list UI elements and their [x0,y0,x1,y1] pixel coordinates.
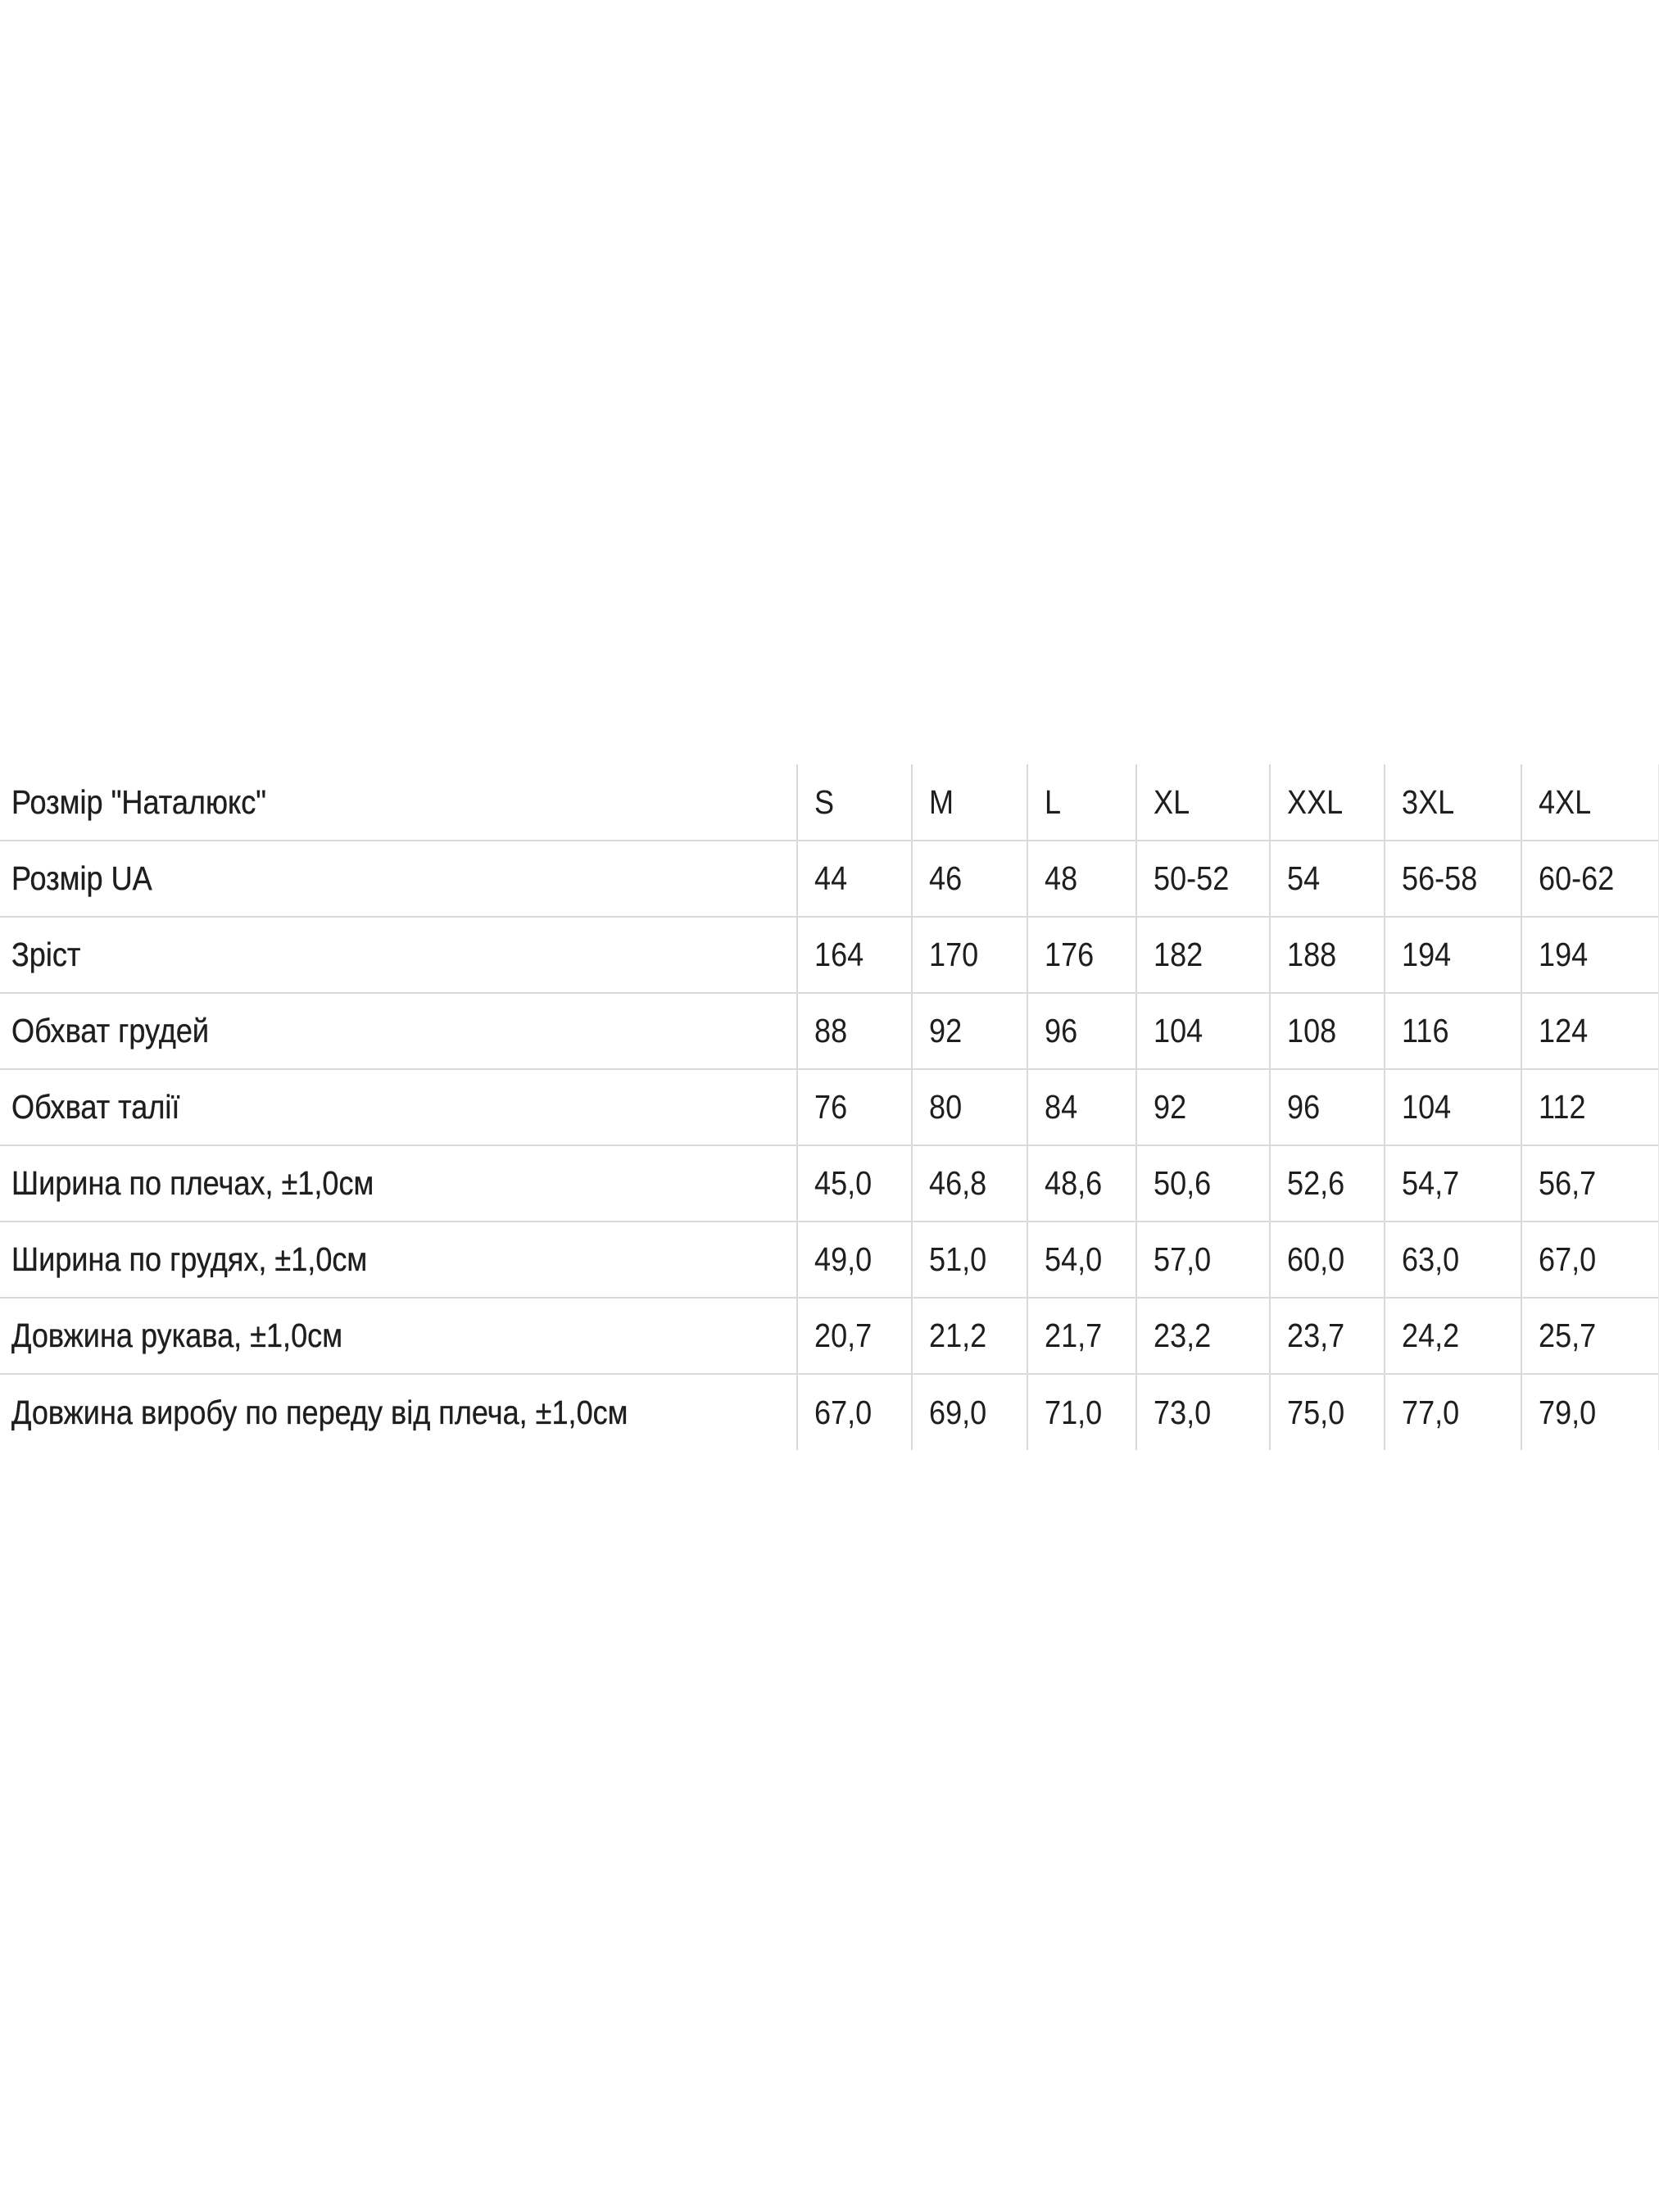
row-label-cell [0,1374,797,1450]
size-table-body [0,764,1659,1450]
size-value: 194 [1402,936,1452,973]
size-value: 71,0 [1045,1393,1103,1431]
size-value: 24,2 [1402,1317,1460,1354]
row-label-cell [0,917,797,993]
size-value-cell [912,1145,1027,1222]
size-value: 77,0 [1402,1393,1460,1431]
size-value-cell [1385,917,1521,993]
size-value: 67,0 [814,1393,873,1431]
row-label-cell [0,1069,797,1145]
size-value: 49,0 [814,1240,873,1278]
size-value: 194 [1539,936,1589,973]
row-label-cell [0,1222,797,1298]
column-header-cell [912,764,1027,841]
size-value: 104 [1402,1088,1452,1126]
size-value-cell [912,1222,1027,1298]
size-value-cell [912,1374,1027,1450]
size-value-cell [1385,1145,1521,1222]
size-value: 54 [1287,859,1321,897]
size-value-cell [1027,1298,1136,1374]
column-header-cell [1136,764,1270,841]
column-header-label: 3XL [1402,782,1455,821]
column-header-label: XL [1154,782,1190,821]
size-value: 56-58 [1402,859,1478,897]
size-value: 48 [1045,859,1078,897]
row-label: Обхват талії [11,1088,180,1126]
size-value-cell [1136,1374,1270,1450]
row-label-cell [0,1145,797,1222]
size-value-cell [1027,1222,1136,1298]
size-value: 63,0 [1402,1240,1460,1278]
size-value-cell [797,1222,912,1298]
size-value-cell [1136,1145,1270,1222]
size-value: 73,0 [1154,1393,1212,1431]
size-value-cell [1027,841,1136,917]
size-value-cell [1270,841,1385,917]
size-value: 21,2 [929,1317,987,1354]
size-value-cell [797,1145,912,1222]
size-value: 45,0 [814,1164,873,1202]
column-header-label: L [1045,782,1062,821]
size-value: 48,6 [1045,1164,1103,1202]
size-value-cell [1027,993,1136,1069]
size-value: 21,7 [1045,1317,1103,1354]
size-value-cell [797,1298,912,1374]
size-value: 96 [1287,1088,1321,1126]
size-value-cell [797,917,912,993]
size-value: 50-52 [1154,859,1230,897]
size-value-cell [797,1374,912,1450]
size-value: 51,0 [929,1240,987,1278]
size-value: 25,7 [1539,1317,1597,1354]
size-value-cell [1136,1298,1270,1374]
row-label: Розмір "Наталюкс" [11,782,267,821]
size-value: 50,6 [1154,1164,1212,1202]
size-value: 124 [1539,1012,1589,1049]
row-label: Довжина рукава, ±1,0см [11,1317,343,1354]
size-value: 164 [814,936,864,973]
row-label: Обхват грудей [11,1012,210,1049]
size-value-cell [1027,1374,1136,1450]
size-value: 108 [1287,1012,1337,1049]
column-header-cell [1027,764,1136,841]
size-value: 104 [1154,1012,1203,1049]
size-value: 116 [1402,1012,1449,1049]
row-label-cell [0,993,797,1069]
size-value-cell [1385,1298,1521,1374]
column-header-cell [1521,764,1659,841]
row-label: Ширина по грудях, ±1,0см [11,1240,368,1278]
size-value-cell [1270,1145,1385,1222]
size-value: 44 [814,859,848,897]
column-header-cell [1385,764,1521,841]
table-row [0,841,1659,917]
size-value-cell [1027,1069,1136,1145]
row-label-cell [0,841,797,917]
table-row [0,917,1659,993]
size-value: 92 [1154,1088,1187,1126]
size-value: 92 [929,1012,963,1049]
table-row [0,1069,1659,1145]
size-value: 88 [814,1012,848,1049]
column-header-label: M [929,782,954,821]
size-value: 57,0 [1154,1240,1212,1278]
size-value-cell [1521,1069,1659,1145]
column-header-cell [1270,764,1385,841]
row-label: Зріст [11,936,81,973]
size-value-cell [797,993,912,1069]
size-value: 182 [1154,936,1203,973]
size-value: 69,0 [929,1393,987,1431]
size-value-cell [1521,993,1659,1069]
size-value-cell [1270,1298,1385,1374]
size-value: 54,7 [1402,1164,1460,1202]
size-value-cell [912,1298,1027,1374]
size-value-cell [1385,841,1521,917]
size-value-cell [912,917,1027,993]
size-value: 76 [814,1088,848,1126]
size-value-cell [1521,1374,1659,1450]
table-row [0,1145,1659,1222]
size-value-cell [1385,1069,1521,1145]
row-label: Ширина по плечах, ±1,0см [11,1164,374,1202]
size-value-cell [1521,1222,1659,1298]
table-header-row [0,764,1659,841]
size-value: 52,6 [1287,1164,1345,1202]
size-value-cell [912,841,1027,917]
size-value-cell [1385,1222,1521,1298]
size-value-cell [912,993,1027,1069]
size-value-cell [1385,1374,1521,1450]
size-value-cell [1521,917,1659,993]
size-value-cell [912,1069,1027,1145]
row-label: Розмір UA [11,859,152,897]
size-value-cell [1270,1069,1385,1145]
row-label: Довжина виробу по переду від плеча, ±1,0см [11,1393,628,1431]
size-value-cell [1027,1145,1136,1222]
size-value-cell [1521,1298,1659,1374]
size-value: 79,0 [1539,1393,1597,1431]
size-value-cell [1385,993,1521,1069]
table-row [0,993,1659,1069]
row-label-cell [0,1298,797,1374]
column-header-cell [797,764,912,841]
size-value: 60,0 [1287,1240,1345,1278]
size-value-cell [1270,1222,1385,1298]
size-value-cell [797,841,912,917]
size-value: 80 [929,1088,963,1126]
row-label-cell [0,764,797,841]
size-value: 54,0 [1045,1240,1103,1278]
size-value: 188 [1287,936,1337,973]
table-row [0,1222,1659,1298]
size-value-cell [1270,1374,1385,1450]
size-value: 170 [929,936,979,973]
size-value: 75,0 [1287,1393,1345,1431]
size-value-cell [797,1069,912,1145]
size-value-cell [1136,993,1270,1069]
table-row [0,1298,1659,1374]
size-value: 56,7 [1539,1164,1597,1202]
size-value: 176 [1045,936,1095,973]
size-value: 20,7 [814,1317,873,1354]
size-value: 60-62 [1539,859,1615,897]
size-value-cell [1136,1222,1270,1298]
size-value-cell [1136,917,1270,993]
size-table [0,764,1659,1450]
size-value: 112 [1539,1088,1586,1126]
size-value: 23,2 [1154,1317,1212,1354]
column-header-label: S [814,782,835,821]
table-row [0,1374,1659,1450]
size-value-cell [1521,841,1659,917]
size-value-cell [1521,1145,1659,1222]
size-value-cell [1136,841,1270,917]
size-value: 96 [1045,1012,1078,1049]
size-value: 67,0 [1539,1240,1597,1278]
size-value: 23,7 [1287,1317,1345,1354]
size-value: 46 [929,859,963,897]
size-value-cell [1270,993,1385,1069]
size-value-cell [1027,917,1136,993]
size-value: 46,8 [929,1164,987,1202]
column-header-label: XXL [1287,782,1344,821]
size-value: 84 [1045,1088,1078,1126]
size-value-cell [1270,917,1385,993]
size-value-cell [1136,1069,1270,1145]
column-header-label: 4XL [1539,782,1592,821]
